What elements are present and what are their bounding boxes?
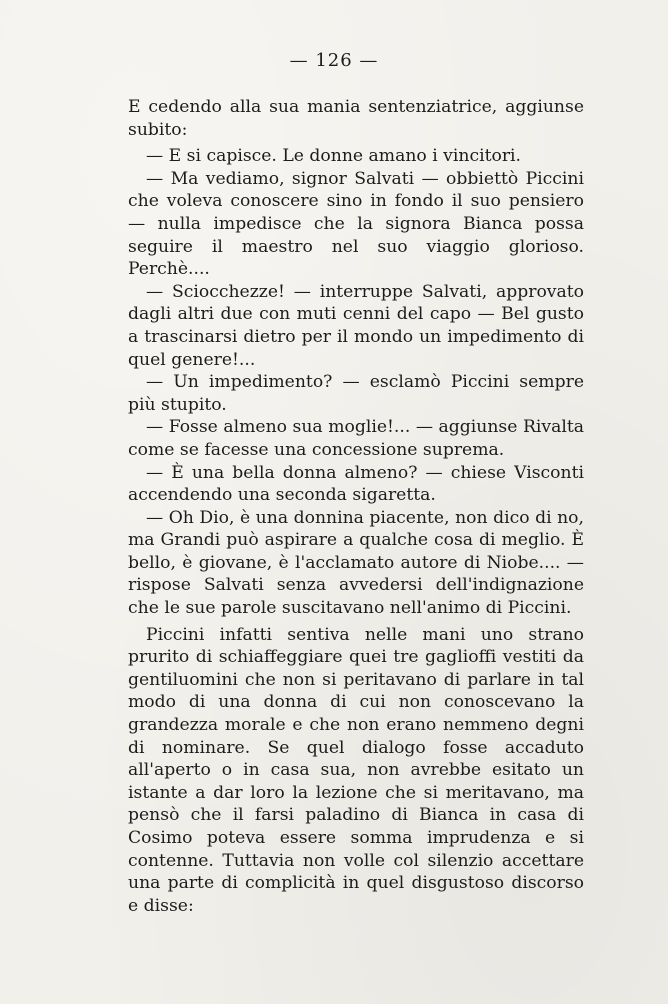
paragraph-7: — È una bella donna almeno? — chiese Visconti accendendo una seconda sigaretta. [128, 462, 584, 506]
paragraph-4: — Sciocchezze! — interruppe Salvati, approvato dagli altri due con muti cenni del capo — Bel gusto a trascinarsi dietro per il mondo un impedimento di quel genere!... [128, 281, 584, 370]
paragraph-9: Piccini infatti sentiva nelle mani uno strano prurito di schiaffeggiare quei tre gaglioffi vestiti da gentiluomini che non si peritavano di parlare in tal modo di una donna di cui non conoscevano la grandezza morale e che non erano nemmeno degni di nominare. Se quel dialogo fosse accaduto all'aperto o in casa sua, non avrebbe esitato un istante a dar loro la lezione che si meritavano, ma pensò che il farsi paladino di Bianca in casa di Cosimo poteva essere somma imprudenza e si contenne. Tuttavia non volle col silenzio accettare una parte di complicità in quel disgustoso discorso e disse: [128, 624, 584, 916]
paragraph-6: — Fosse almeno sua moglie!... — aggiunse Rivalta come se facesse una concessione suprema. [128, 417, 584, 460]
paragraph-3: — Ma vediamo, signor Salvati — obbiettò Piccini che voleva conoscere sino in fondo il suo pensiero — nulla impedisce che la signora Bianca possa seguire il maestro nel suo viaggio glorioso. Perchè.... [128, 168, 584, 280]
body-text [128, 96, 584, 917]
paragraph-2: — E si capisce. Le donne amano i vincitori. [146, 146, 521, 167]
paragraph-8: — Oh Dio, è una donnina piacente, non dico di no, ma Grandi può aspirare a qualche cosa di meglio. È bello, è giovane, è l'acclamato autore di Niobe.... — rispose Salvati senza avvedersi dell'indignazione che le sue parole suscitavano nell'animo di Piccini. [128, 507, 584, 619]
paragraph-5: — Un impedimento? — esclamò Piccini sempre più stupito. [128, 372, 584, 415]
page-number: — 126 — [289, 50, 379, 71]
paragraph-1: E cedendo alla sua mania sentenziatrice, aggiunse subito: [128, 97, 584, 140]
